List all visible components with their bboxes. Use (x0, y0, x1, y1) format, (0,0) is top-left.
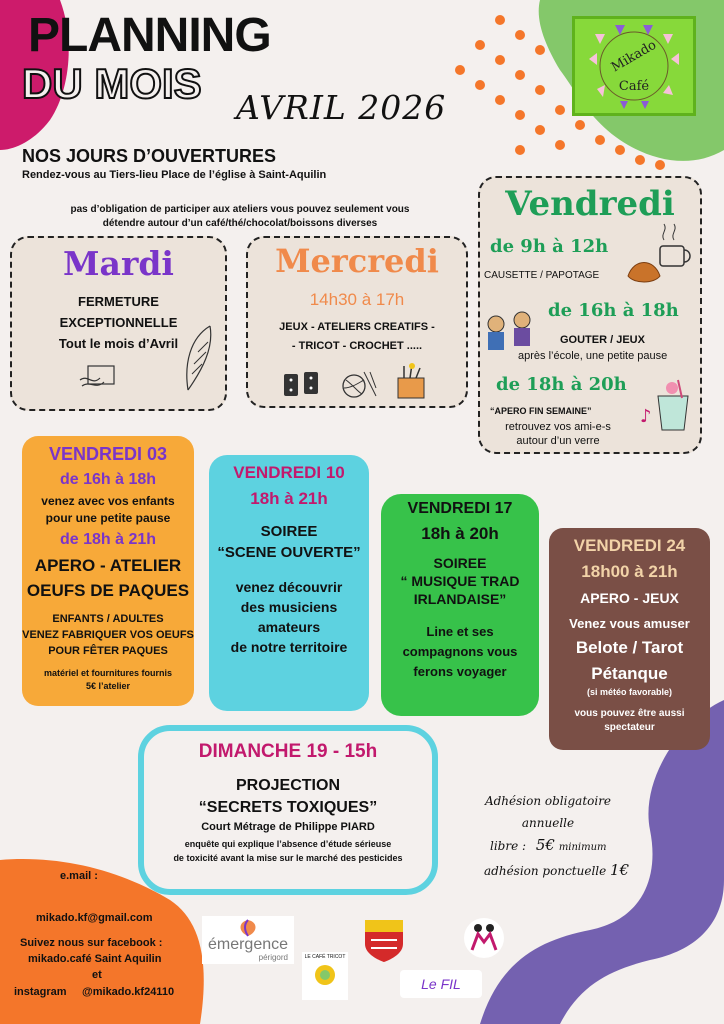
opening-title: NOS JOURS D’OUVERTURES (22, 146, 277, 166)
coffee-croissant-icon (624, 222, 696, 292)
opening-subtitle: Rendez-vous au Tiers-lieu Place de l’église à Saint-Aquilin (22, 169, 327, 181)
mardi-box (10, 236, 227, 411)
v10-text: venez découvrir des musiciens amateurs de notre territoire (230, 579, 348, 655)
v10-title: SOIREE “SCENE OUVERTE” (217, 523, 361, 561)
svg-text:♪: ♪ (640, 406, 652, 427)
logo-top-text: Mikado (608, 37, 660, 76)
vendredi-slot2-text: GOUTER / JEUX (560, 334, 645, 346)
v03-date: VENDREDI 03 (48, 444, 168, 464)
vendredi-slot3-sub: retrouvez vos ami-e-s autour d’un verre (505, 421, 611, 447)
v24-spectator: vous pouvez être aussi spectateur (574, 708, 685, 733)
instagram-handle[interactable]: @mikado.kf24110 (82, 986, 175, 998)
facebook-label: Suivez nous sur facebook : (20, 937, 163, 949)
vendredi-slot3-text: “APERO FIN SEMAINE” (490, 406, 592, 416)
v17-title: SOIREE “ MUSIQUE TRAD IRLANDAISE” (400, 555, 520, 607)
event-vendredi-17 (381, 494, 539, 716)
v03-text2: ENFANTS / ADULTES VENEZ FABRIQUER VOS OEUFS POUR FÊTER PAQUES (22, 613, 194, 657)
v10-date: VENDREDI 10 (233, 463, 345, 482)
mercredi-activities: JEUX - ATELIERS CREATIFS - - TRICOT - CROCHET ..... (279, 321, 435, 352)
v24-hours: 18h00 à 21h (581, 562, 678, 581)
v03-title: APERO - ATELIER OEUFS DE PAQUES (26, 556, 190, 600)
v24-title: APERO - JEUX (580, 590, 679, 606)
mardi-text: FERMETURE EXCEPTIONNELLE Tout le mois d’Avril (58, 294, 179, 351)
v03-hours1: de 16h à 18h (59, 471, 157, 488)
v24-text: Venez vous amuser (569, 616, 690, 631)
cafe-tricot-logo: LE CAFÉ TRICOT (302, 952, 348, 1000)
month-label: AVRIL 2026 (236, 88, 447, 127)
d19-date: DIMANCHE 19 - 15h (198, 741, 378, 762)
event-vendredi-24 (549, 528, 710, 750)
vendredi-slot1-hours: de 9h à 12h (490, 236, 609, 257)
and-text: et (92, 969, 102, 981)
v17-date: VENDREDI 17 (407, 500, 513, 517)
email-address[interactable]: mikado.kf@gmail.com (36, 912, 153, 924)
emergence-logo: émergence périgord (202, 916, 294, 964)
page-title: PLANNING (28, 9, 271, 62)
emergence-flower-icon (236, 918, 260, 938)
v03-text1: venez avec vos enfants pour une petite pause (41, 494, 175, 525)
cocktail-icon (638, 374, 698, 438)
logo-bottom-text: Café (618, 79, 650, 94)
coat-of-arms-icon (363, 918, 405, 962)
v17-hours: 18h à 20h (421, 524, 499, 543)
d19-author: Court Métrage de Philippe PIARD (201, 821, 375, 833)
mercredi-hours: 14h30 à 17h (309, 290, 405, 309)
v24-games: Belote / Tarot Pétanque (575, 638, 684, 683)
fil-logo: Le FIL (400, 970, 482, 998)
page-subtitle: DU MOIS (22, 60, 202, 107)
instagram-label: instagram (14, 986, 67, 998)
v03-hours2: de 18h à 21h (59, 531, 157, 548)
vendredi-box (478, 176, 702, 454)
vendredi-slot1-text: CAUSETTE / PAPOTAGE (484, 270, 600, 281)
vendredi-slot2-hours: de 16h à 18h (548, 300, 679, 321)
v03-note: matériel et fournitures fournis 5€ l’atelier (43, 668, 173, 691)
knitting-icon (78, 360, 122, 392)
v24-note: (si météo favorable) (586, 687, 673, 697)
v24-date: VENDREDI 24 (573, 536, 686, 555)
dancers-icon (462, 916, 506, 960)
vendredi-slot2-sub: après l’école, une petite pause (518, 350, 668, 362)
vendredi-day: Vendredi (505, 184, 675, 224)
d19-desc: enquête qui explique l’absence d’étude sérieuse de toxicité avant la mise sur le marché des pesticides (173, 839, 403, 863)
vendredi-slot3-hours: de 18h à 20h (496, 374, 627, 395)
v17-text: Line et ses compagnons vous ferons voyager (402, 624, 518, 679)
event-vendredi-03 (22, 436, 194, 706)
membership-info: Adhésion obligatoire annuelle libre : 5€ minimum adhésion ponctuelle 1€ (484, 794, 630, 879)
mikado-logo (572, 16, 696, 116)
mercredi-box (246, 236, 468, 408)
yarn-icon (340, 368, 380, 400)
event-vendredi-10 (209, 455, 369, 711)
event-dimanche-19 (138, 725, 438, 895)
email-label: e.mail : (60, 870, 98, 882)
v10-hours: 18h à 21h (250, 489, 328, 508)
craft-box-icon (394, 362, 428, 400)
obligation-note: pas d’obligation de participer aux ateliers vous pouvez seulement vous détendre autour d’un café/thé/chocolat/boissons diverses (70, 204, 410, 229)
facebook-page[interactable]: mikado.café Saint Aquilin (28, 953, 162, 965)
mardi-day: Mardi (63, 244, 174, 283)
cafe-tricot-icon (310, 960, 340, 990)
dominoes-icon (282, 370, 326, 398)
mercredi-day: Mercredi (275, 242, 439, 280)
feather-icon (180, 324, 216, 396)
d19-title: PROJECTION “SECRETS TOXIQUES” (198, 777, 378, 816)
